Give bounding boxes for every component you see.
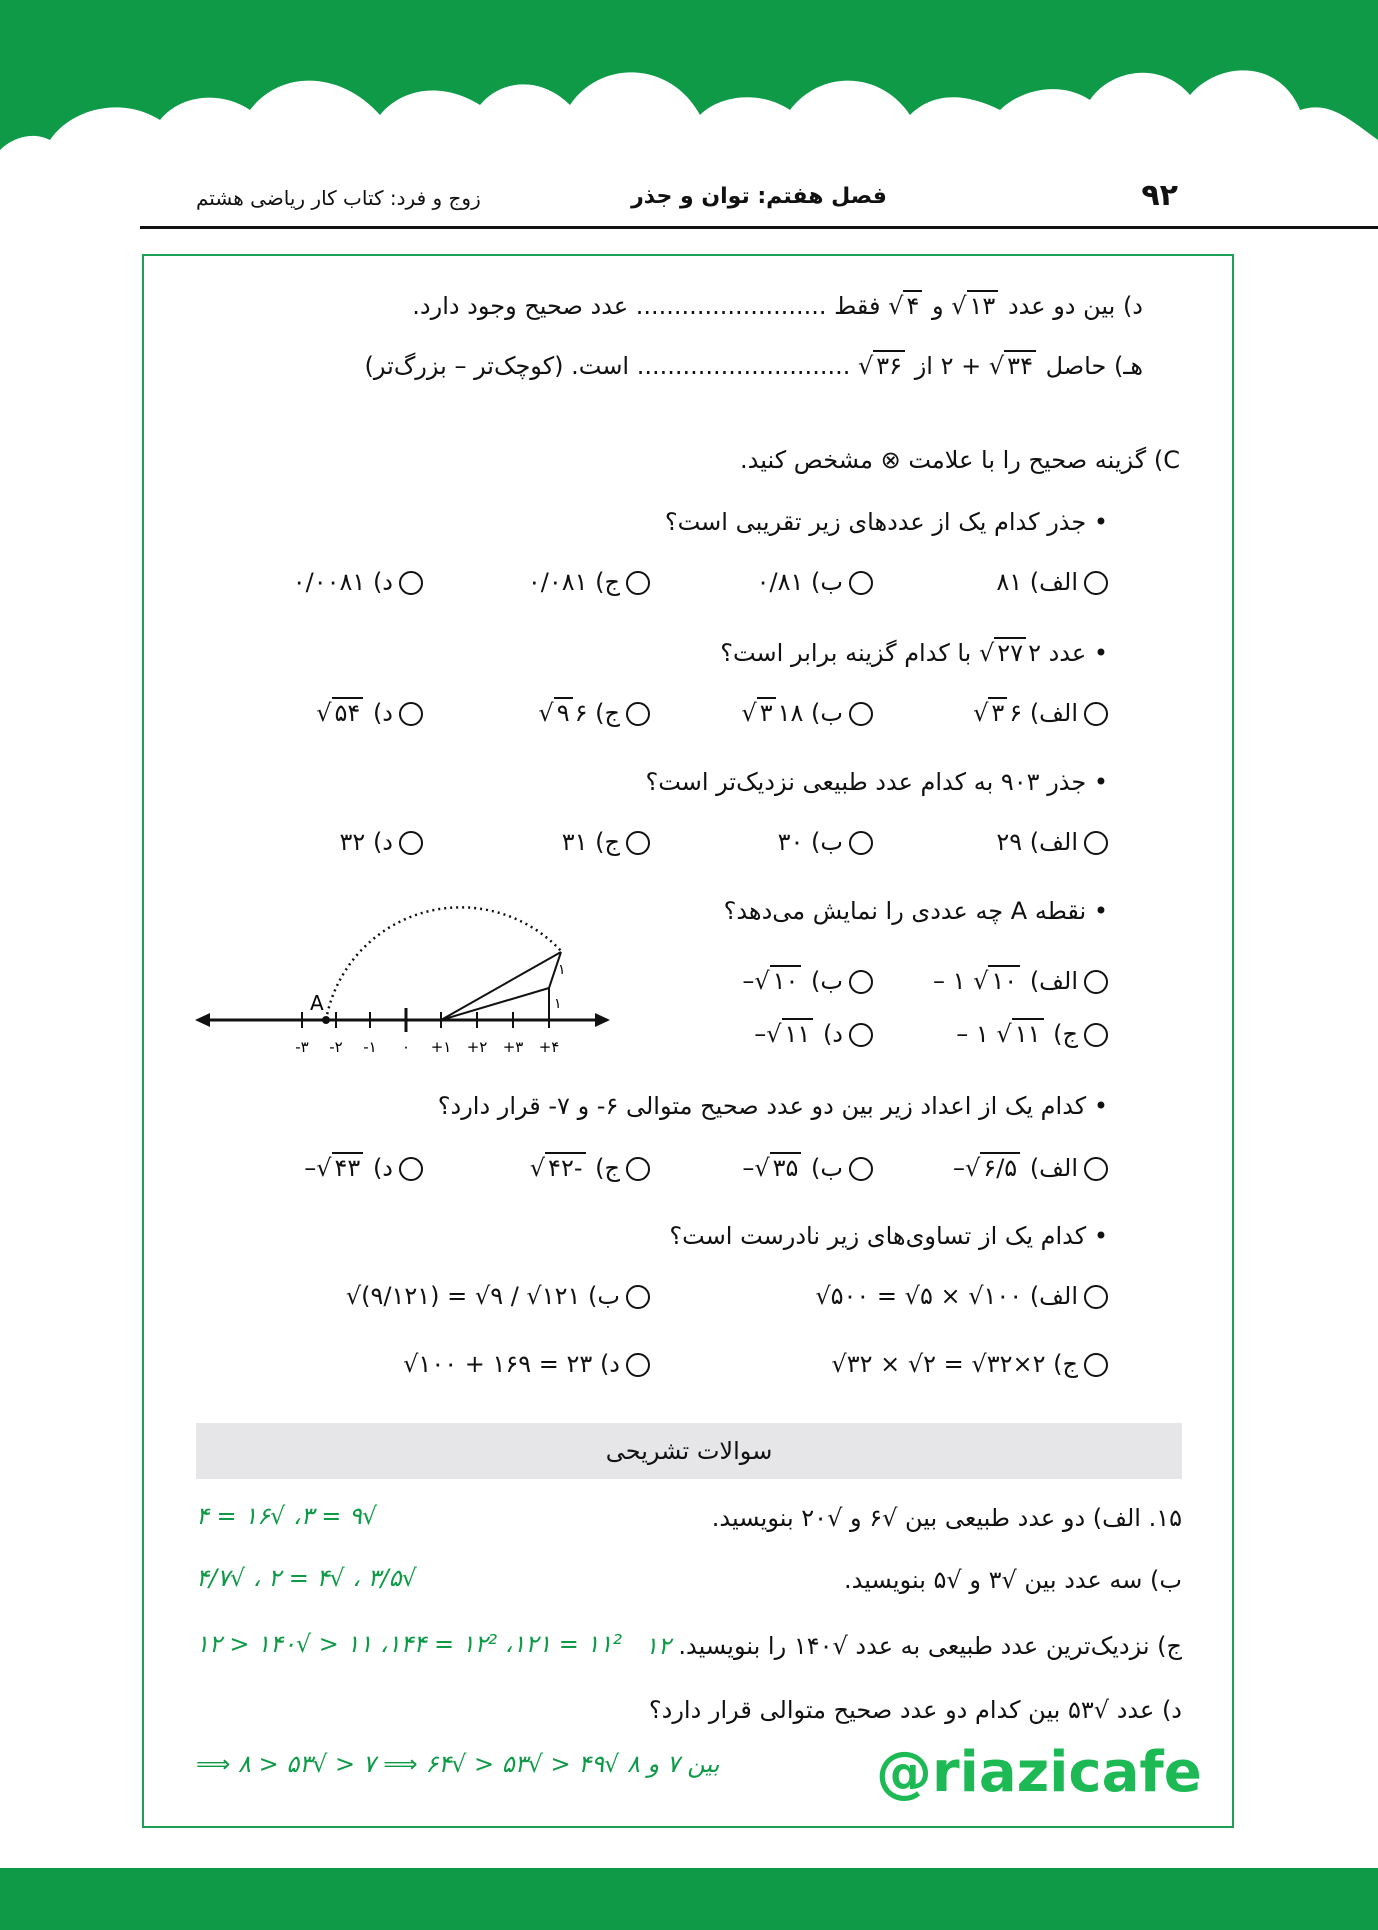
watermark: @riazicafe [876,1740,1202,1805]
radio-circle-icon[interactable] [849,1023,873,1047]
radio-circle-icon[interactable] [1084,571,1108,595]
option-q3-b[interactable]: ب) ۳۰ [778,828,873,856]
option-q2-b[interactable]: ب) ۱۸۳√ [741,697,873,727]
right-arrow-icon [595,1013,610,1027]
tick-label: -۲ [329,1038,343,1056]
mc-question-3: • جذر ۹۰۳ به کدام عدد طبیعی نزدیک‌تر است؟ [645,768,1108,796]
radio-circle-icon[interactable] [399,702,423,726]
option-q6-d[interactable]: د) √۱۰۰ + ۱۶۹ = ۲۳ [403,1350,650,1378]
tick-label: ۰ [401,1038,411,1056]
tick-label: -۳ [295,1038,309,1056]
radical: ۱۳ [967,290,999,320]
option-q2-a[interactable]: الف) ۶۳√ [973,697,1108,727]
option-q3-a[interactable]: الف) ۲۹ [996,828,1108,856]
mc-question-2: • عدد ۲۲۷√ با کدام گزینه برابر است؟ [720,639,1108,667]
option-q1-a[interactable]: الف) ۸۱ [996,568,1108,596]
radio-circle-icon[interactable] [849,970,873,994]
arc-curve [326,907,562,1020]
radio-circle-icon[interactable] [1084,702,1108,726]
option-q6-a[interactable]: الف) √۵۰۰ = √۵ × √۱۰۰ [815,1282,1108,1310]
option-q3-c[interactable]: ج) ۳۱ [562,828,650,856]
radio-circle-icon[interactable] [849,702,873,726]
number-line-diagram [190,890,620,1070]
hypotenuse-line [441,952,561,1020]
book-title: زوج و فرد: کتاب کار ریاضی هشتم [196,186,481,210]
radio-circle-icon[interactable] [1084,1023,1108,1047]
radio-circle-icon[interactable] [399,571,423,595]
radical: ۳۴ [1004,350,1036,380]
radio-circle-icon[interactable] [399,831,423,855]
radio-circle-icon[interactable] [626,1157,650,1181]
radio-circle-icon[interactable] [849,571,873,595]
segment-line [441,988,549,1020]
option-q5-b[interactable]: ب) ۳۵√– [742,1152,873,1182]
answer-c: ۱۱² = ۱۲۱، ۱۲² = ۱۴۴، ۱۱ < √۱۴۰ < ۱۲ [196,1630,622,1658]
radio-circle-icon[interactable] [849,1157,873,1181]
fill-item-h: هـ) حاصل ۳۴√ + ۲ از ۳۶√ ............................ است. (کوچک‌تر – بزرگ‌تر) [364,352,1143,380]
tick-label: +۴ [538,1038,560,1056]
option-q6-c[interactable]: ج) √۳۲ × √۲ = √۳۲×۲ [831,1350,1108,1378]
q15-part-b: ب) سه عدد بین √۳ و √۵ بنویسید. [844,1566,1182,1594]
option-q4-d[interactable]: د) ۱۱√– [754,1018,873,1048]
option-q5-c[interactable]: ج) -۴۲√ [530,1152,650,1182]
option-q1-d[interactable]: د) ۰/۰۰۸۱ [293,568,423,596]
tick-label: +۳ [502,1038,524,1056]
tick-label: +۱ [430,1038,452,1056]
cloud-header-band [0,0,1378,170]
tick-label: +۲ [466,1038,488,1056]
q15-part-c: ج) نزدیک‌ترین عدد طبیعی به عدد √۱۴۰ را بنویسید. ۱۲ [645,1632,1182,1660]
q15-part-d: د) عدد √۵۳ بین کدام دو عدد صحیح متوالی قرار دارد؟ [648,1696,1182,1724]
point-a-marker [322,1016,330,1024]
tick-label: -۱ [363,1038,377,1056]
option-q3-d[interactable]: د) ۳۲ [340,828,423,856]
radio-circle-icon[interactable] [1084,1285,1108,1309]
point-a-label: A [310,991,324,1015]
answer-b: √۳/۵ ، √۴ = ۲ ، √۴/۷ [196,1564,417,1592]
chapter-title: فصل هفتم: توان و جذر [631,184,887,209]
option-q6-b[interactable]: ب) √(۹/۱۲۱) = √۹ / √۱۲۱ [346,1282,650,1310]
q15-part-a: ۱۵. الف) دو عدد طبیعی بین √۶ و √۲۰ بنویسید. [711,1504,1182,1532]
footer-band [0,1868,1378,1930]
option-q4-b[interactable]: ب) ۱۰√– [742,965,873,995]
page-header [140,178,1378,228]
answer-d: بین ۷ و ۸ √۴۹ < √۵۳ < √۶۴ ⟹ ۷ < √۵۳ < ۸ ⟹ [196,1750,720,1778]
radio-circle-icon[interactable] [626,571,650,595]
answer-a: √۹ = ۳، √۱۶ = ۴ [196,1502,378,1530]
radio-circle-icon[interactable] [1084,1353,1108,1377]
side-label-2: ۱ [554,996,562,1012]
radical: ۳۶ [873,350,905,380]
radical: ۴ [903,290,922,320]
radio-circle-icon[interactable] [849,831,873,855]
option-q4-c[interactable]: ج) ۱۱√ ۱ – [956,1018,1108,1048]
option-q2-d[interactable]: د) ۵۴√ [316,697,423,727]
option-q4-a[interactable]: الف) ۱۰√ ۱ – [933,965,1108,995]
option-q1-b[interactable]: ب) ۰/۸۱ [757,568,873,596]
fill-item-d: د) بین دو عدد ۱۳√ و ۴√ فقط ......................... عدد صحیح وجود دارد. [412,292,1143,320]
section-header: سوالات تشریحی [196,1423,1182,1479]
mc-question-1: • جذر کدام یک از عددهای زیر تقریبی است؟ [664,508,1108,536]
option-q5-d[interactable]: د) ۴۳√– [304,1152,423,1182]
mc-instruction: C) گزینه صحیح را با علامت ⊗ مشخص کنید. [740,446,1180,474]
radio-circle-icon[interactable] [399,1157,423,1181]
radio-circle-icon[interactable] [1084,831,1108,855]
page-number: ۹۲ [1141,178,1178,213]
side-label-1: ۱ [558,962,566,978]
mc-question-6: • کدام یک از تساوی‌های زیر نادرست است؟ [669,1222,1108,1250]
left-arrow-icon [195,1013,210,1027]
radio-circle-icon[interactable] [626,1285,650,1309]
radio-circle-icon[interactable] [626,1353,650,1377]
option-q5-a[interactable]: الف) ۶/۵√– [953,1152,1108,1182]
mc-question-4: • نقطه A چه عددی را نمایش می‌دهد؟ [723,897,1108,925]
radio-circle-icon[interactable] [626,702,650,726]
answer-c-value: ۱۲ [645,1632,671,1660]
radio-circle-icon[interactable] [1084,970,1108,994]
option-q1-c[interactable]: ج) ۰/۰۸۱ [528,568,650,596]
header-divider [140,226,1378,229]
radio-circle-icon[interactable] [626,831,650,855]
option-q2-c[interactable]: ج) ۶۹√ [538,697,650,727]
radio-circle-icon[interactable] [1084,1157,1108,1181]
mc-question-5: • کدام یک از اعداد زیر بین دو عدد صحیح متوالی ۶- و ۷- قرار دارد؟ [437,1092,1108,1120]
